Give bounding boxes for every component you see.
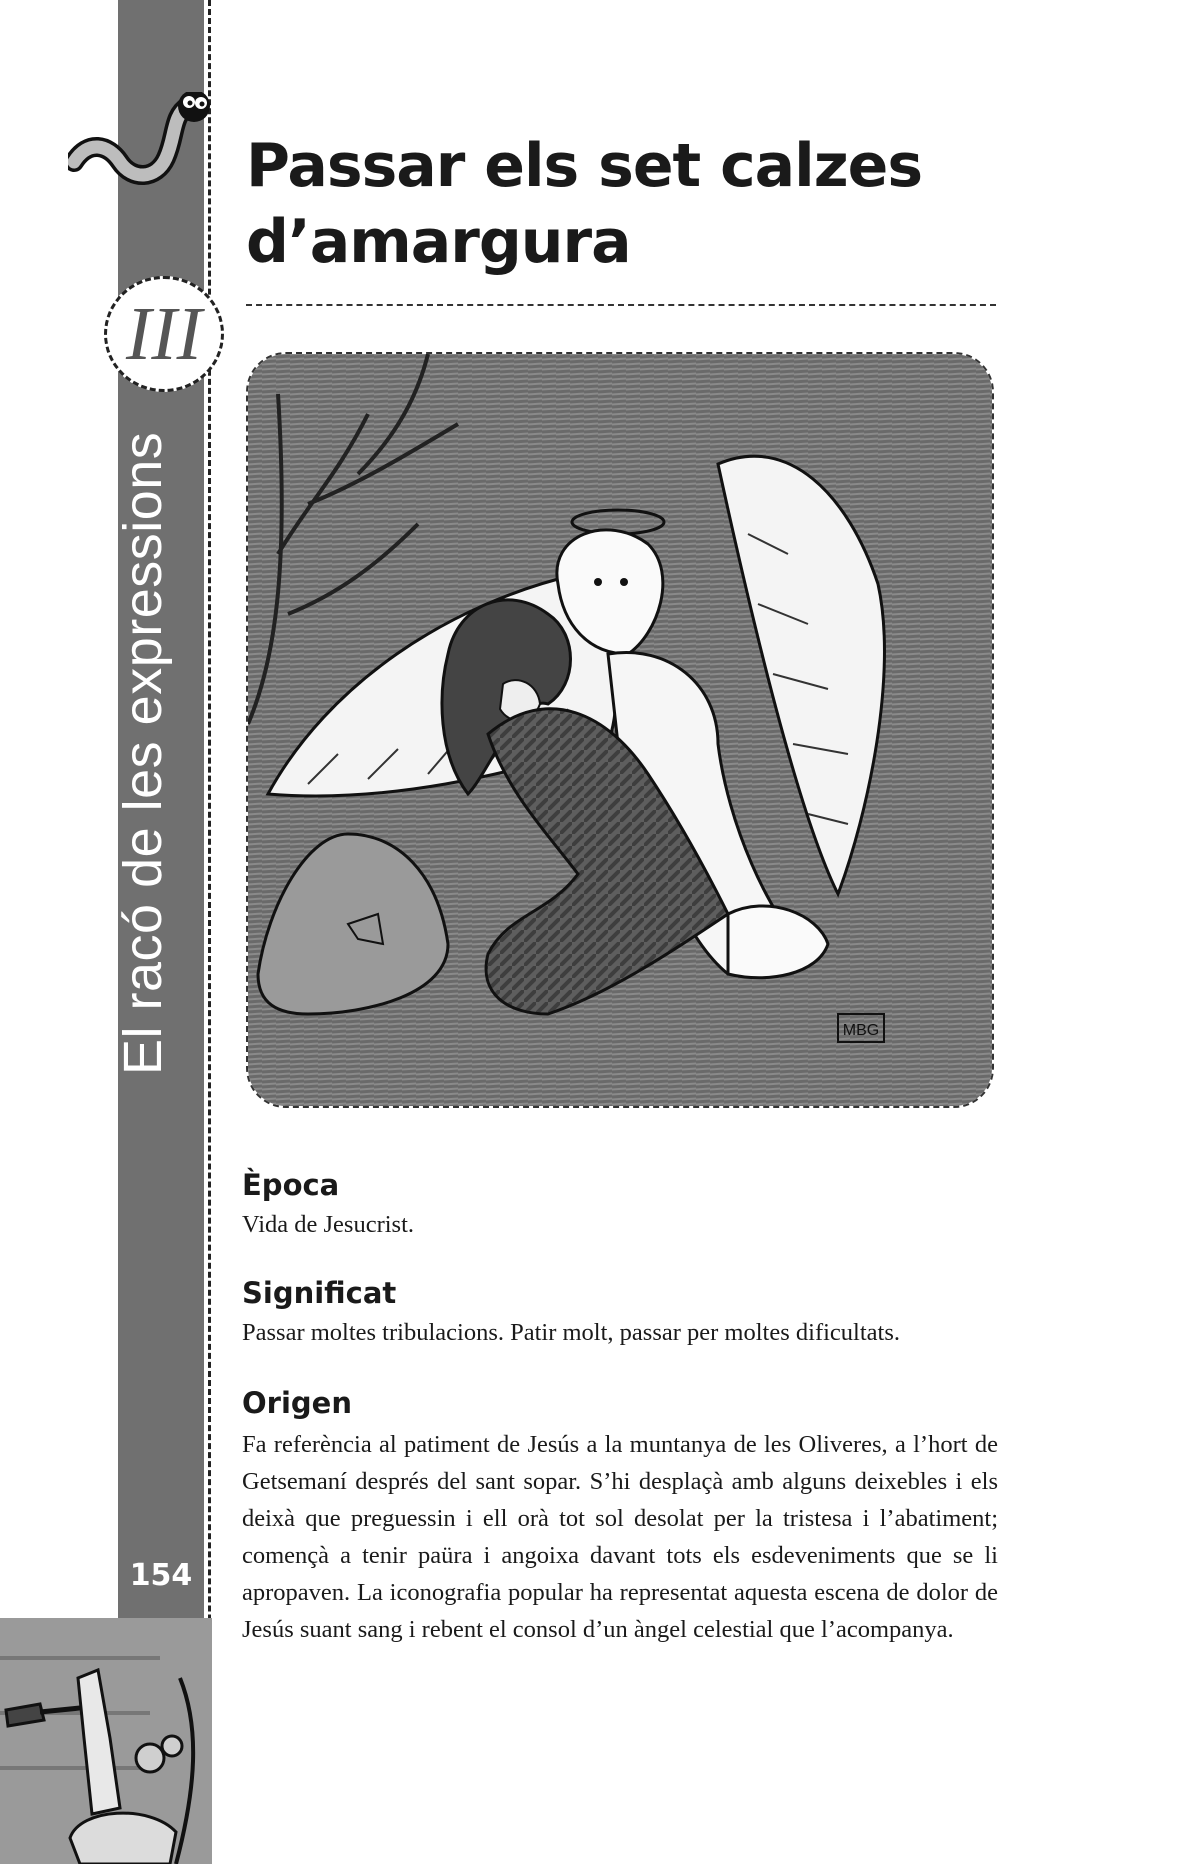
section-heading-origen: Origen bbox=[242, 1386, 352, 1420]
page-title bbox=[246, 128, 1046, 280]
angel-and-jesus-illustration bbox=[248, 354, 992, 1106]
section-heading-significat: Significat bbox=[242, 1276, 397, 1310]
worm-icon bbox=[68, 92, 218, 202]
chapter-number: III bbox=[126, 291, 202, 376]
sidebar-section-title-text: El racó de les expressions bbox=[113, 431, 173, 1075]
page-number: 154 bbox=[129, 1558, 193, 1593]
artist-signature: MBG bbox=[842, 1022, 880, 1039]
sidebar-divider bbox=[208, 0, 211, 1864]
title-divider bbox=[246, 304, 996, 306]
section-body-origen: Fa referència al patiment de Jesús a la muntanya de les Oliveres, a l’hort de Getsemaní després del sant sopar. S’hi desplaçà amb alguns deixebles i els deixà que preguessin i ell orà tot sol desolat per la tristesa i l’abatiment; començà a tenir paüra i angoixa davant tots els esdeveniments que se li apropaven. La iconografia popular ha representat aquesta escena de dolor de Jesús suant sang i rebent el consol d’un àngel celestial que l’acompanya. bbox=[242, 1431, 998, 1643]
section-body-epoca: Vida de Jesucrist. bbox=[242, 1211, 415, 1238]
illustration-frame bbox=[246, 352, 994, 1108]
section-body-significat: Passar moltes tribulacions. Patir molt, passar per moltes dificultats. bbox=[242, 1319, 900, 1346]
page-title-line-1: Passar els set calzes bbox=[246, 131, 923, 201]
chapter-badge bbox=[104, 276, 224, 392]
section-heading-epoca: Època bbox=[242, 1168, 340, 1202]
bathroom-sketch-image bbox=[0, 1618, 212, 1864]
page-title-line-2: d’amargura bbox=[246, 207, 631, 277]
